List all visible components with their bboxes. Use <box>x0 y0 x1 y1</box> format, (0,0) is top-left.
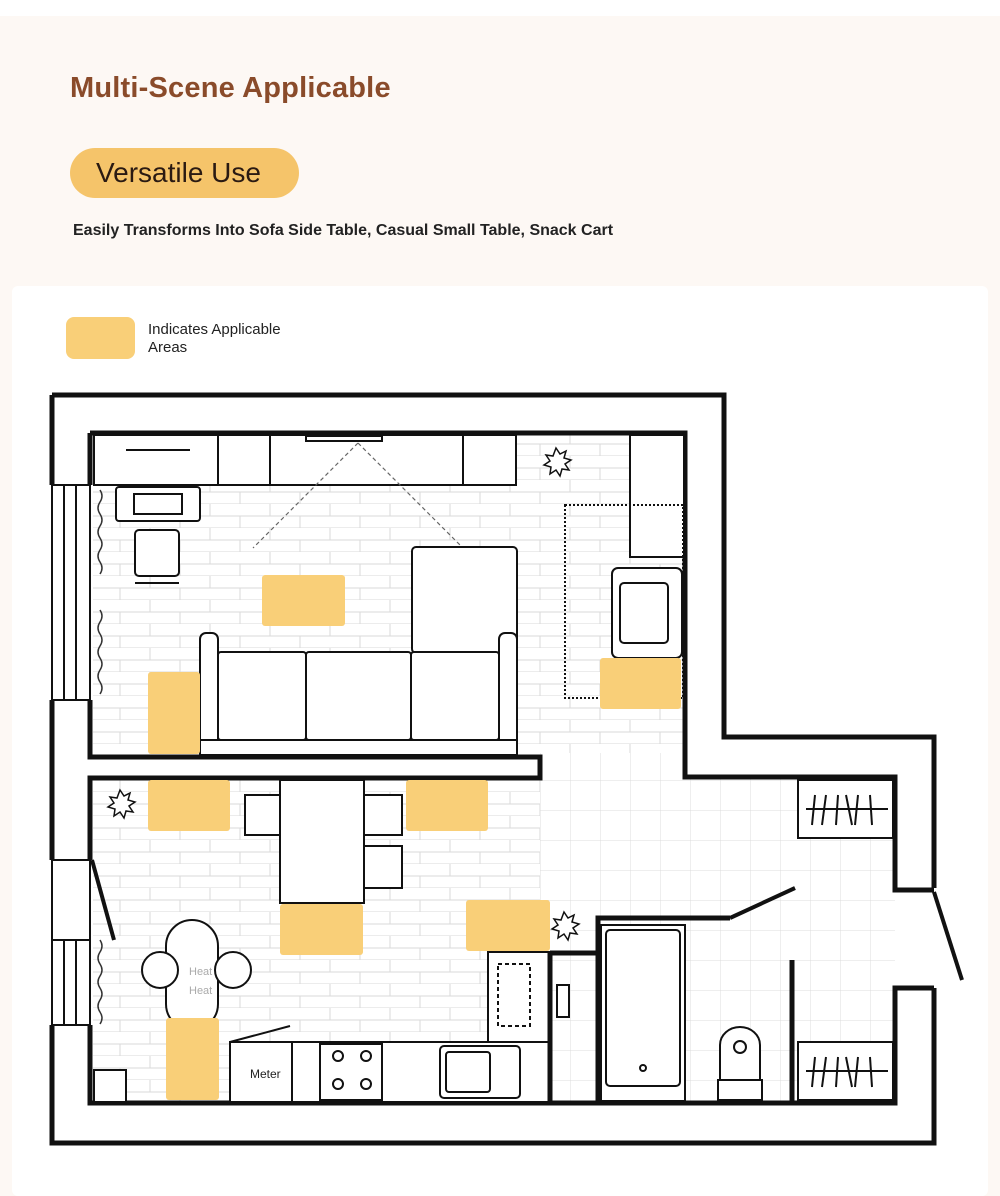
applicable-area <box>466 900 550 951</box>
meter-label: Meter <box>250 1067 281 1081</box>
heater-label-2: Heat <box>189 985 213 997</box>
windows <box>52 485 90 1025</box>
applicable-area <box>600 658 681 709</box>
badge-label: Versatile Use <box>96 157 261 188</box>
page-title: Multi-Scene Applicable <box>70 72 391 104</box>
applicable-area <box>262 575 345 626</box>
applicable-area <box>148 672 200 754</box>
applicable-area <box>406 780 488 831</box>
applicable-area <box>280 904 363 955</box>
legend-label: Indicates Applicable Areas <box>148 321 281 356</box>
armchair <box>612 568 682 658</box>
bathtub <box>601 925 685 1101</box>
toilet <box>718 1027 762 1100</box>
applicable-area <box>148 780 230 831</box>
subtitle: Easily Transforms Into Sofa Side Table, Casual Small Table, Snack Cart <box>73 222 614 239</box>
heater-label-1: Heat <box>189 966 213 978</box>
applicable-area <box>166 1018 219 1100</box>
